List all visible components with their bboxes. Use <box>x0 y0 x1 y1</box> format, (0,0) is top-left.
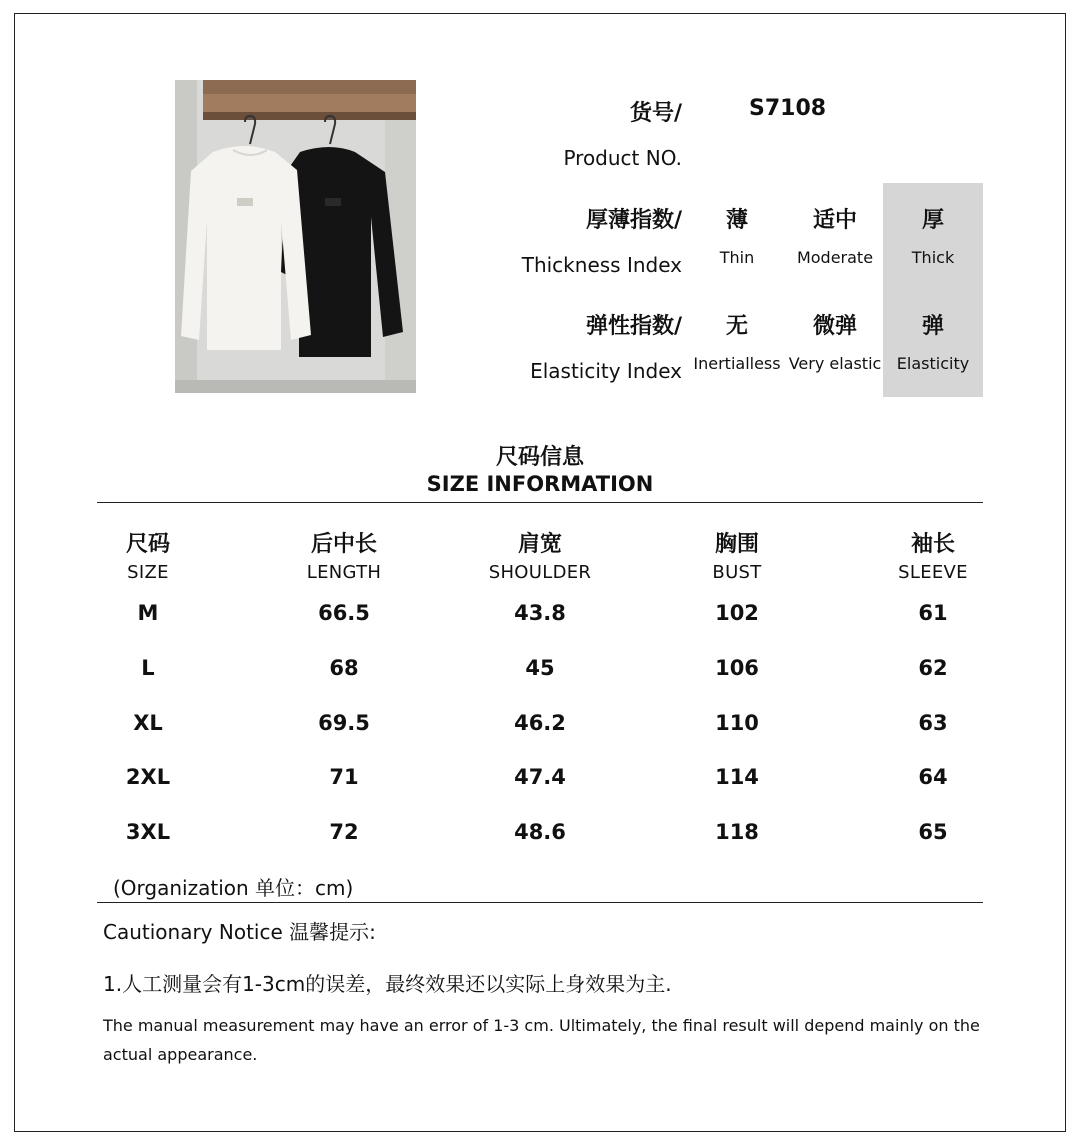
option-en: Very elastic <box>788 354 882 373</box>
column-header-cn: 后中长 <box>310 532 377 557</box>
column-header-size <box>68 527 228 583</box>
thickness-label-cn: 厚薄指数/ <box>585 208 682 233</box>
option-en: Thick <box>911 248 955 267</box>
table-cell: 65 <box>918 820 948 844</box>
table-cell: L <box>141 656 155 680</box>
divider <box>97 502 983 503</box>
product-number-row <box>480 96 990 186</box>
divider <box>97 902 983 903</box>
column-header-length <box>264 527 424 583</box>
table-cell: 64 <box>918 765 948 789</box>
column-header-cn: 袖长 <box>910 532 955 557</box>
table-cell: 118 <box>715 820 759 844</box>
table-cell: 2XL <box>125 765 171 789</box>
size-title-cn: 尺码信息 <box>495 445 584 470</box>
thickness-option-thin <box>687 203 787 267</box>
column-header-shoulder <box>460 527 620 583</box>
elasticity-label-cn: 弹性指数/ <box>585 314 682 339</box>
notice-text-en: The manual measurement may have an error of 1-3 cm. Ultimately, the final result will depend mainly on the actual appearance. <box>103 1016 980 1064</box>
product-number-label-en: Product NO. <box>563 146 682 170</box>
table-cell: 71 <box>329 765 359 789</box>
option-cn: 微弹 <box>812 314 857 339</box>
table-cell: 61 <box>918 601 948 625</box>
table-cell: 68 <box>329 656 359 680</box>
column-header-bust <box>657 527 817 583</box>
option-en: Thin <box>719 248 755 267</box>
table-cell: 72 <box>329 820 359 844</box>
unit-note: (Organization 单位：cm) <box>113 876 354 900</box>
thickness-label-en: Thickness Index <box>521 253 682 277</box>
column-header-en: SLEEVE <box>898 562 968 583</box>
column-header-cn: 胸围 <box>714 532 759 557</box>
table-cell: 63 <box>918 711 948 735</box>
notice-text-cn: 1.人工测量会有1-3cm的误差，最终效果还以实际上身效果为主. <box>103 972 672 996</box>
thickness-option-thick <box>883 203 983 267</box>
table-cell: 110 <box>715 711 759 735</box>
column-header-sleeve <box>853 527 1013 583</box>
elasticity-row <box>480 309 990 389</box>
size-title-en: SIZE INFORMATION <box>426 472 654 496</box>
option-cn: 弹 <box>921 314 944 339</box>
option-cn: 薄 <box>725 208 748 233</box>
option-cn: 厚 <box>921 208 944 233</box>
table-cell: 62 <box>918 656 948 680</box>
table-cell: 46.2 <box>514 711 566 735</box>
thickness-option-moderate <box>785 203 885 267</box>
table-cell: 114 <box>715 765 759 789</box>
product-number-label-cn: 货号/ <box>629 101 682 126</box>
column-header-en: SHOULDER <box>488 562 592 583</box>
option-cn: 适中 <box>812 208 857 233</box>
option-en: Inertialless <box>693 354 781 373</box>
table-cell: 69.5 <box>318 711 370 735</box>
table-cell: M <box>137 601 159 625</box>
column-header-cn: 尺码 <box>125 532 170 557</box>
table-cell: 48.6 <box>514 820 566 844</box>
elasticity-label-en: Elasticity Index <box>530 359 682 383</box>
column-header-en: LENGTH <box>306 562 382 583</box>
table-cell: 66.5 <box>318 601 370 625</box>
table-cell: 106 <box>715 656 759 680</box>
column-header-en: SIZE <box>127 562 169 583</box>
elasticity-option-elastic <box>883 309 983 373</box>
caution-title: Cautionary Notice 温馨提示: <box>103 920 376 944</box>
column-header-cn: 肩宽 <box>517 532 562 557</box>
option-en: Moderate <box>796 248 874 267</box>
elasticity-option-very-elastic <box>785 309 885 373</box>
elasticity-option-none <box>687 309 787 373</box>
table-cell: 47.4 <box>514 765 566 789</box>
table-cell: 45 <box>525 656 555 680</box>
product-photo <box>175 80 416 393</box>
table-cell: 43.8 <box>514 601 566 625</box>
option-en: Elasticity <box>896 354 970 373</box>
column-header-en: BUST <box>712 562 762 583</box>
thickness-row <box>480 203 990 283</box>
table-cell: 3XL <box>125 820 171 844</box>
table-cell: 102 <box>715 601 759 625</box>
option-cn: 无 <box>725 314 748 339</box>
table-cell: XL <box>133 711 163 735</box>
product-number-value: S7108 <box>749 96 827 121</box>
